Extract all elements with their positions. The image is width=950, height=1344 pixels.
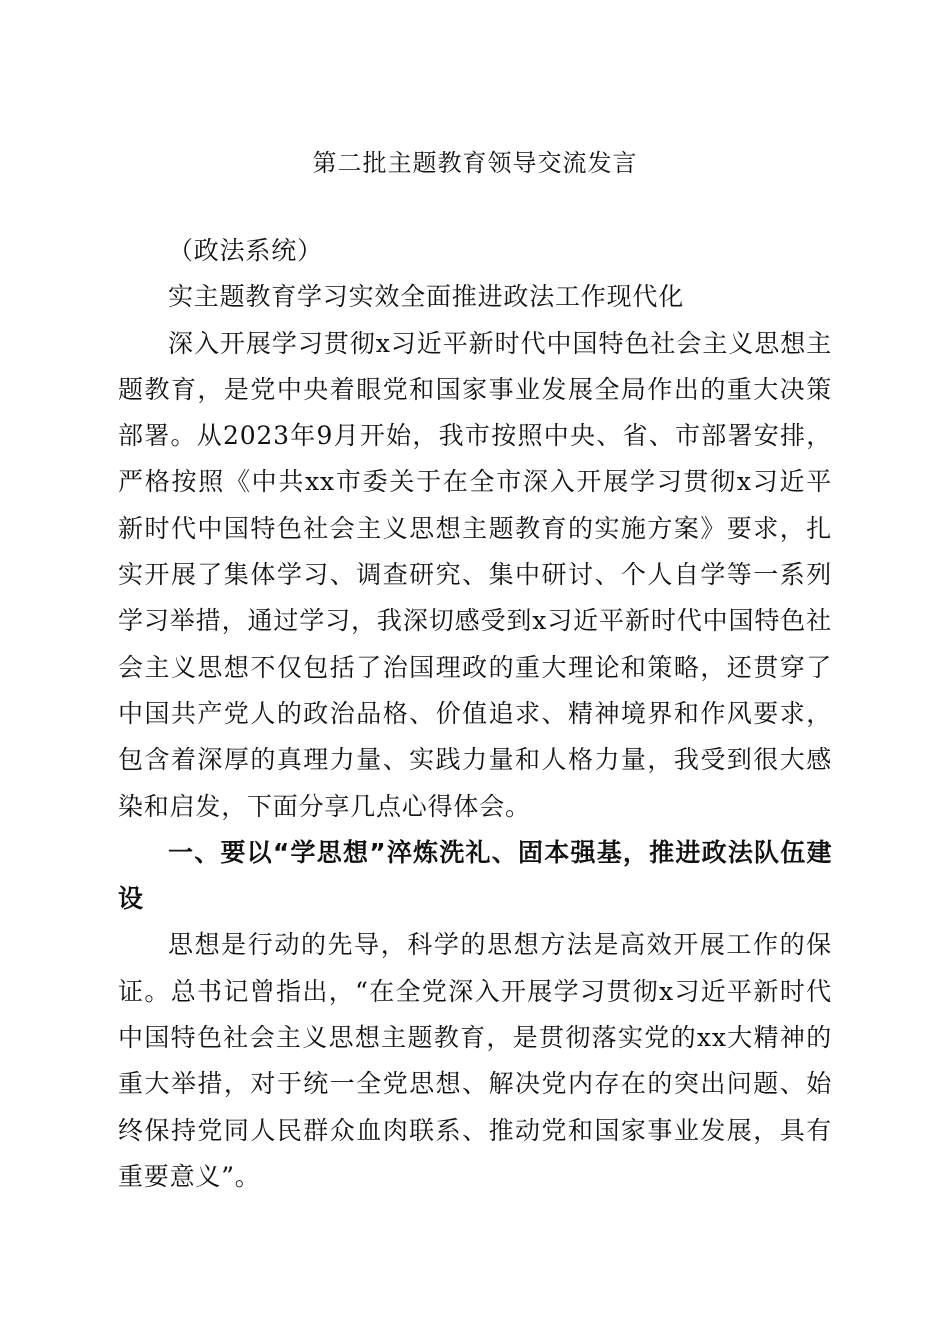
section-heading: 一、要以“学思想”淬炼洗礼、固本强基，推进政法队伍建设	[118, 837, 832, 914]
section-paragraph: 思想是行动的先导，科学的思想方法是高效开展工作的保证。总书记曾指出，“在全党深入开展学习贯彻x习近平新时代中国特色社会主义思想主题教育，是贯彻落实党的xx大精神的重大举措，对于统一全党思想、解决党内存在的突出问题、始终保持党同人民群众血肉联系、推动党和国家事业发展，具有重要意义”。	[118, 930, 832, 1191]
document-title: 第二批主题教育领导交流发言	[312, 149, 638, 177]
main-heading: 实主题教育学习实效全面推进政法工作现代化	[168, 282, 685, 312]
intro-paragraph: 深入开展学习贯彻x习近平新时代中国特色社会主义思想主题教育，是党中央着眼党和国家事业发展全局作出的重大决策部署。从2023年9月开始，我市按照中央、省、市部署安排，严格按照《中共xx市委关于在全市深入开展学习贯彻x习近平新时代中国特色社会主义思想主题教育的实施方案》要求，扎实开展了集体学习、调查研究、集中研讨、个人自学等一系列学习举措，通过学习，我深切感受到x习近平新时代中国特色社会主义思想不仅包括了治国理政的重大理论和策略，还贯穿了中国共产党人的政治品格、价值追求、精神境界和作风要求，包含着深厚的真理力量、实践力量和人格力量，我受到很大感染和启发，下面分享几点心得体会。	[118, 328, 832, 821]
subtitle: （政法系统）	[168, 236, 323, 265]
document-body	[118, 228, 832, 1200]
